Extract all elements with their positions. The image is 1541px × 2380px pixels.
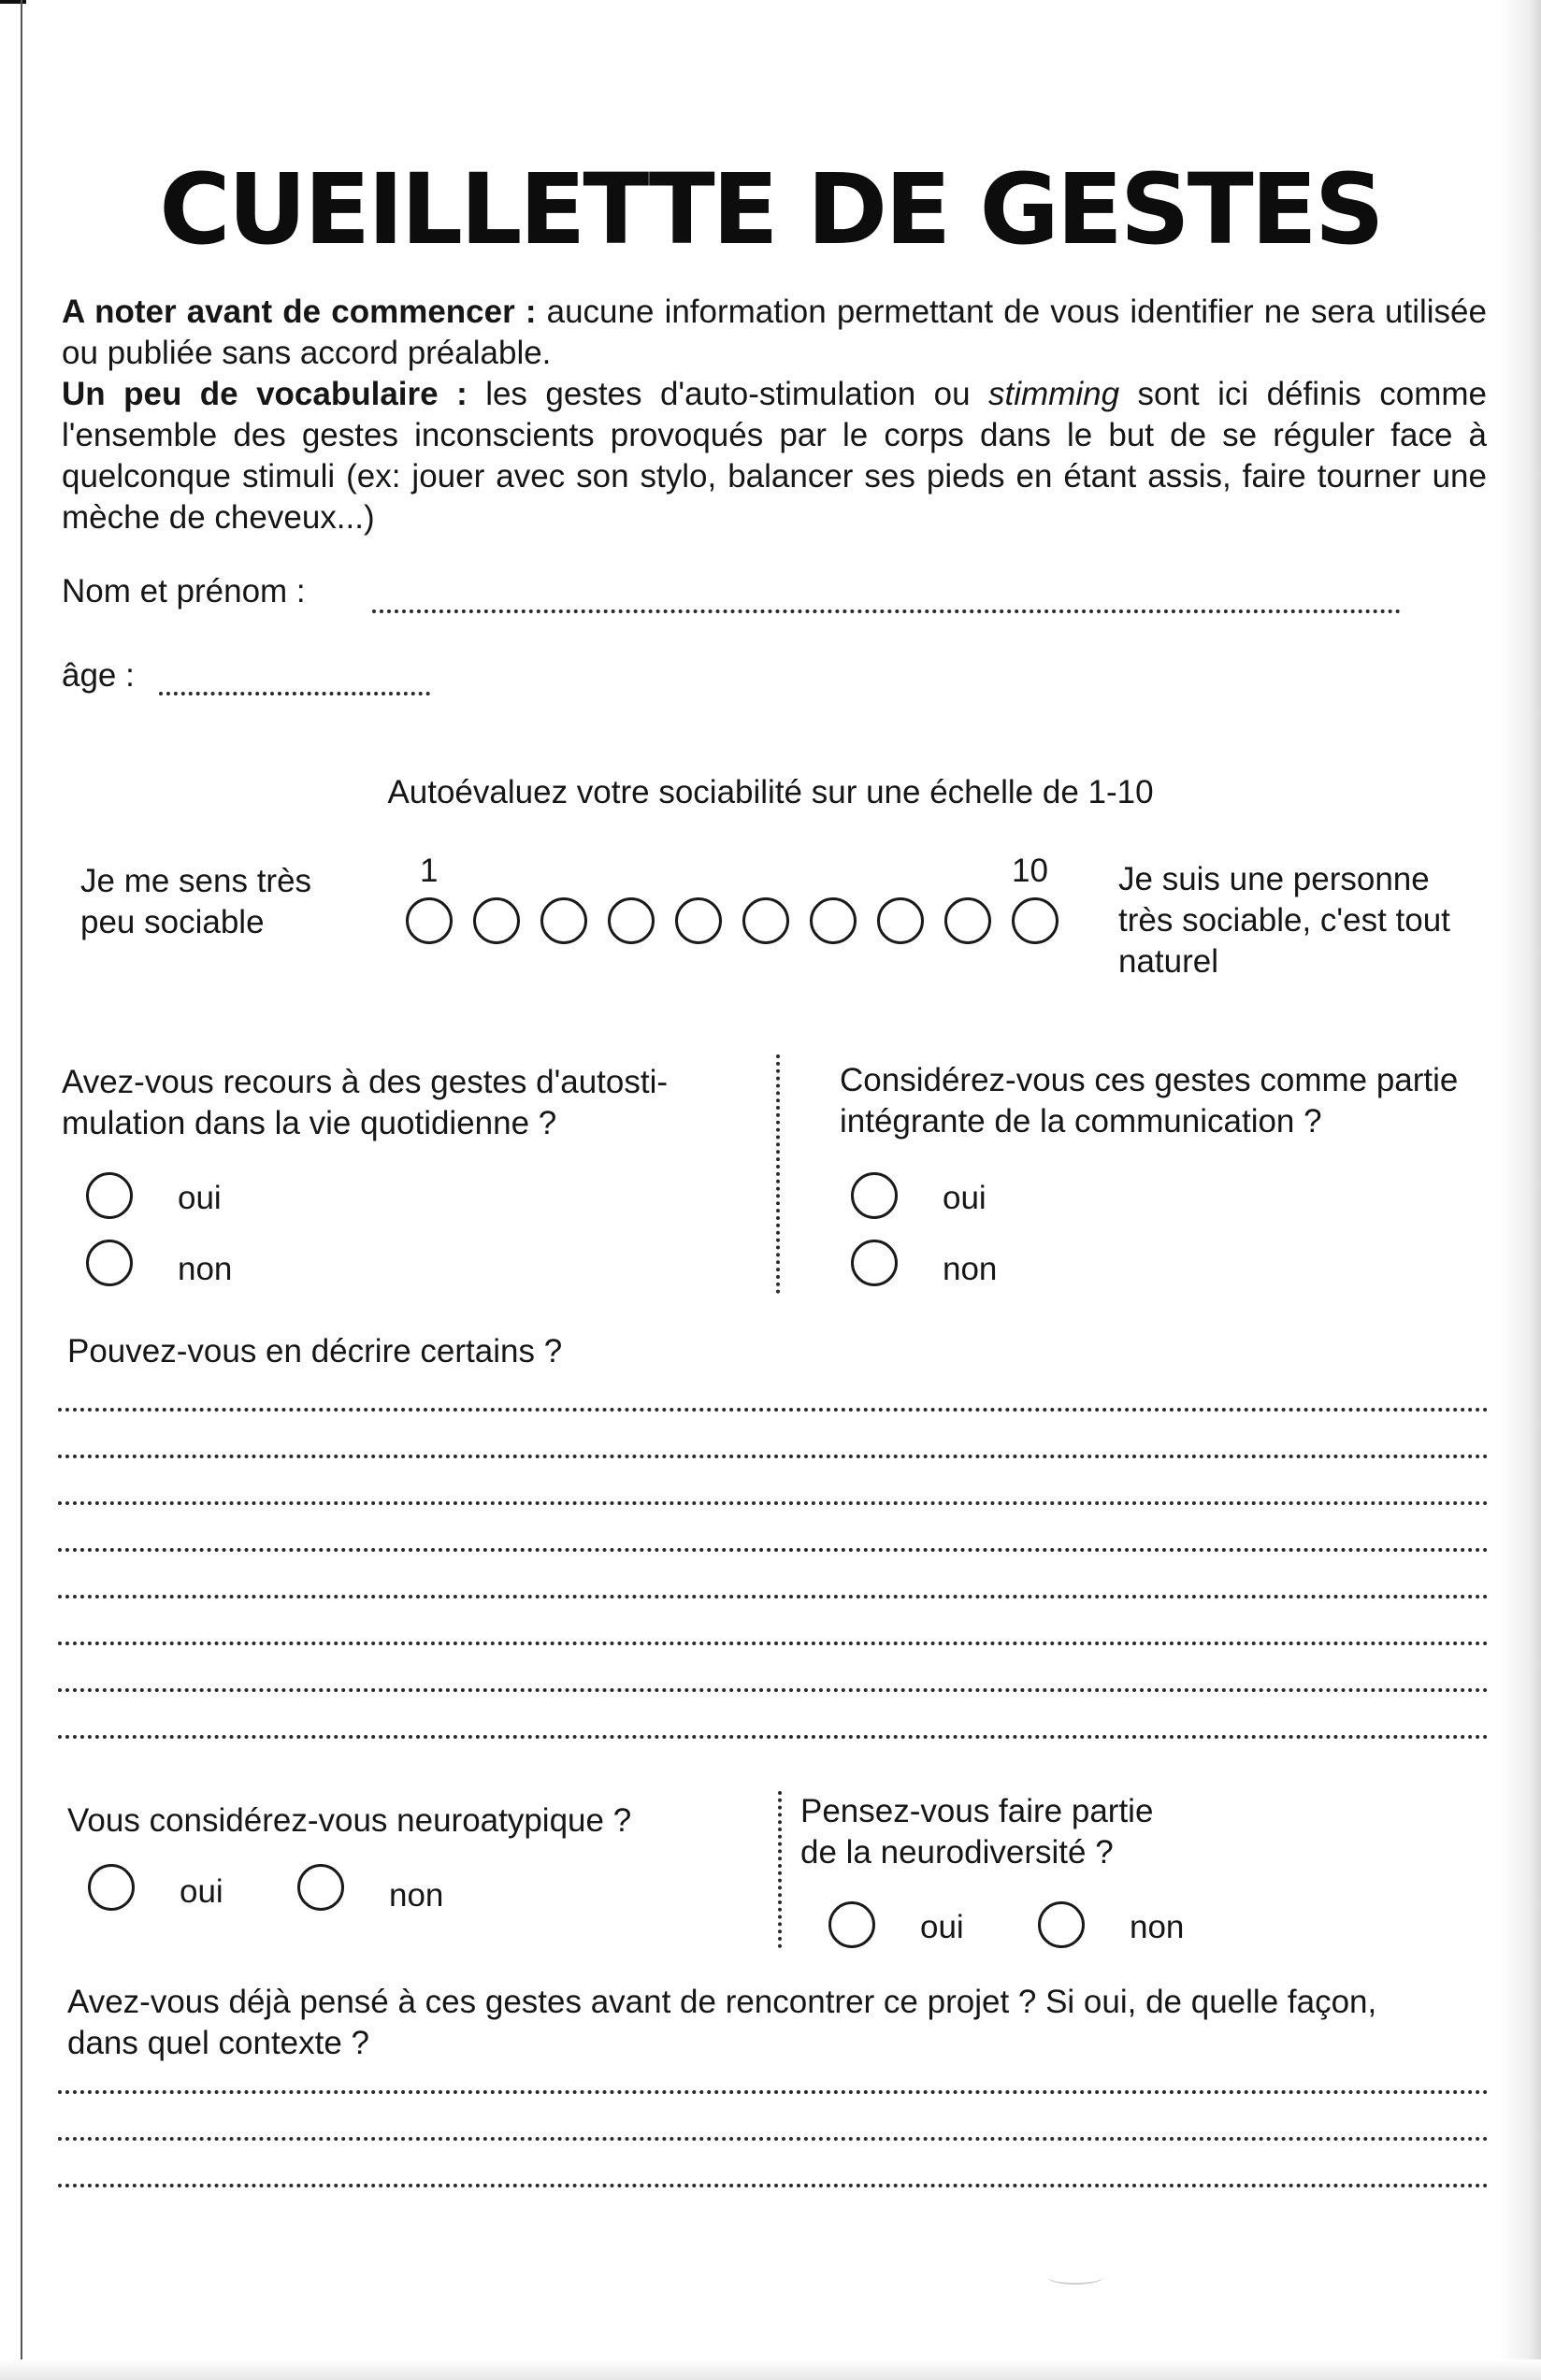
vocab-term: stimming [988,376,1120,412]
intro-text [62,292,1487,538]
scale-right-label-1: Je suis une personne [1118,861,1430,897]
q3-answer-line-6[interactable] [58,1642,1489,1645]
q2-text-line-1: Considérez-vous ces gestes comme partie [840,1062,1459,1098]
q2-text-line-2: intégrante de la communication ? [840,1103,1322,1140]
q5-text-line-1: Pensez-vous faire partie [800,1793,1154,1829]
scale-left-label-2: peu sociable [80,904,265,940]
q6-text-line-1: Avez-vous déjà pensé à ces gestes avant de rencontrer ce projet ? Si oui, de quelle façon, [67,1984,1377,2020]
scale-right-label-2: très sociable, c'est tout [1118,902,1450,939]
scale-max-label: 10 [1012,853,1048,889]
scale-option-2[interactable] [473,897,520,944]
q1-text-line-1: Avez-vous recours à des gestes d'autosti- [62,1064,669,1100]
q4-text: Vous considérez-vous neuroatypique ? [67,1802,632,1839]
scale-option-5[interactable] [675,897,722,944]
q5-non-radio[interactable] [1038,1901,1085,1948]
q6-text-line-2: dans quel contexte ? [67,2025,370,2061]
note-label: A noter avant de commencer : [62,294,537,330]
scale-option-6[interactable] [742,897,789,944]
q6-answer-line-1[interactable] [58,2090,1489,2094]
note-text: aucune information permettant de vous identifier ne sera utilisée ou publiée sans accord préalable. [62,294,1487,371]
q3-answer-line-7[interactable] [58,1688,1489,1692]
page-shadow-bottom [0,2359,1541,2380]
q4-non-radio[interactable] [297,1864,344,1911]
binding-edge [21,0,22,2380]
scale-option-7[interactable] [810,897,857,944]
q5-non-label: non [1130,1909,1185,1945]
vocab-text-1: les gestes d'auto-stimulation ou [467,376,989,412]
divider-vertical-1 [776,1054,780,1294]
q4-oui-radio[interactable] [88,1864,135,1911]
q3-text: Pouvez-vous en décrire certains ? [67,1333,563,1369]
q1-non-label: non [178,1251,233,1287]
q3-answer-line-8[interactable] [58,1735,1489,1739]
q3-answer-line-3[interactable] [58,1501,1489,1505]
pencil-mark [1047,2270,1103,2285]
q5-oui-label: oui [920,1909,964,1945]
scale-option-10[interactable] [1012,897,1059,944]
q1-text-line-2: mulation dans la vie quotidienne ? [62,1105,557,1141]
q2-oui-label: oui [943,1180,987,1216]
scale-option-9[interactable] [944,897,991,944]
q2-non-label: non [943,1251,998,1287]
scale-option-1[interactable] [406,897,453,944]
q4-non-label: non [389,1877,444,1914]
q2-oui-radio[interactable] [851,1172,898,1219]
page-title: CUEILLETTE DE GESTES [159,152,1382,266]
vocab-paragraph [62,374,1487,538]
page-shadow-right [1500,0,1541,2380]
name-label: Nom et prénom : [62,573,306,609]
q3-answer-line-5[interactable] [58,1595,1489,1599]
scale-option-3[interactable] [540,897,587,944]
q2-non-radio[interactable] [851,1240,898,1286]
scale-title: Autoévaluez votre sociabilité sur une échelle de 1-10 [387,774,1154,810]
q6-answer-line-3[interactable] [58,2184,1489,2187]
q3-answer-line-4[interactable] [58,1548,1489,1552]
q5-text-line-2: de la neurodiversité ? [800,1834,1114,1871]
q6-answer-line-2[interactable] [58,2137,1489,2141]
q4-oui-label: oui [180,1873,223,1910]
vocab-text-2: sont ici définis comme l'ensemble des gestes inconscients provoqués par le corps dans le but de se réguler face à quelconque stimuli (ex: jouer avec son stylo, balancer ses pieds en étant assis, faire tourner une mèche de cheveux...) [62,376,1487,536]
age-label: âge : [62,657,135,694]
scale-option-4[interactable] [608,897,655,944]
scale-option-8[interactable] [877,897,924,944]
name-field[interactable] [372,609,1401,613]
scale-min-label: 1 [420,853,439,889]
q5-oui-radio[interactable] [828,1901,875,1948]
scale-right-label-3: naturel [1118,943,1219,980]
q3-answer-line-1[interactable] [58,1408,1489,1412]
q1-oui-label: oui [178,1180,222,1216]
q1-oui-radio[interactable] [86,1172,133,1219]
age-field[interactable] [159,692,430,695]
divider-vertical-2 [778,1791,782,1948]
note-paragraph [62,292,1487,374]
vocab-label: Un peu de vocabulaire : [62,376,468,412]
scale-left-label-1: Je me sens très [80,863,312,899]
q3-answer-line-2[interactable] [58,1455,1489,1458]
q1-non-radio[interactable] [86,1240,133,1286]
